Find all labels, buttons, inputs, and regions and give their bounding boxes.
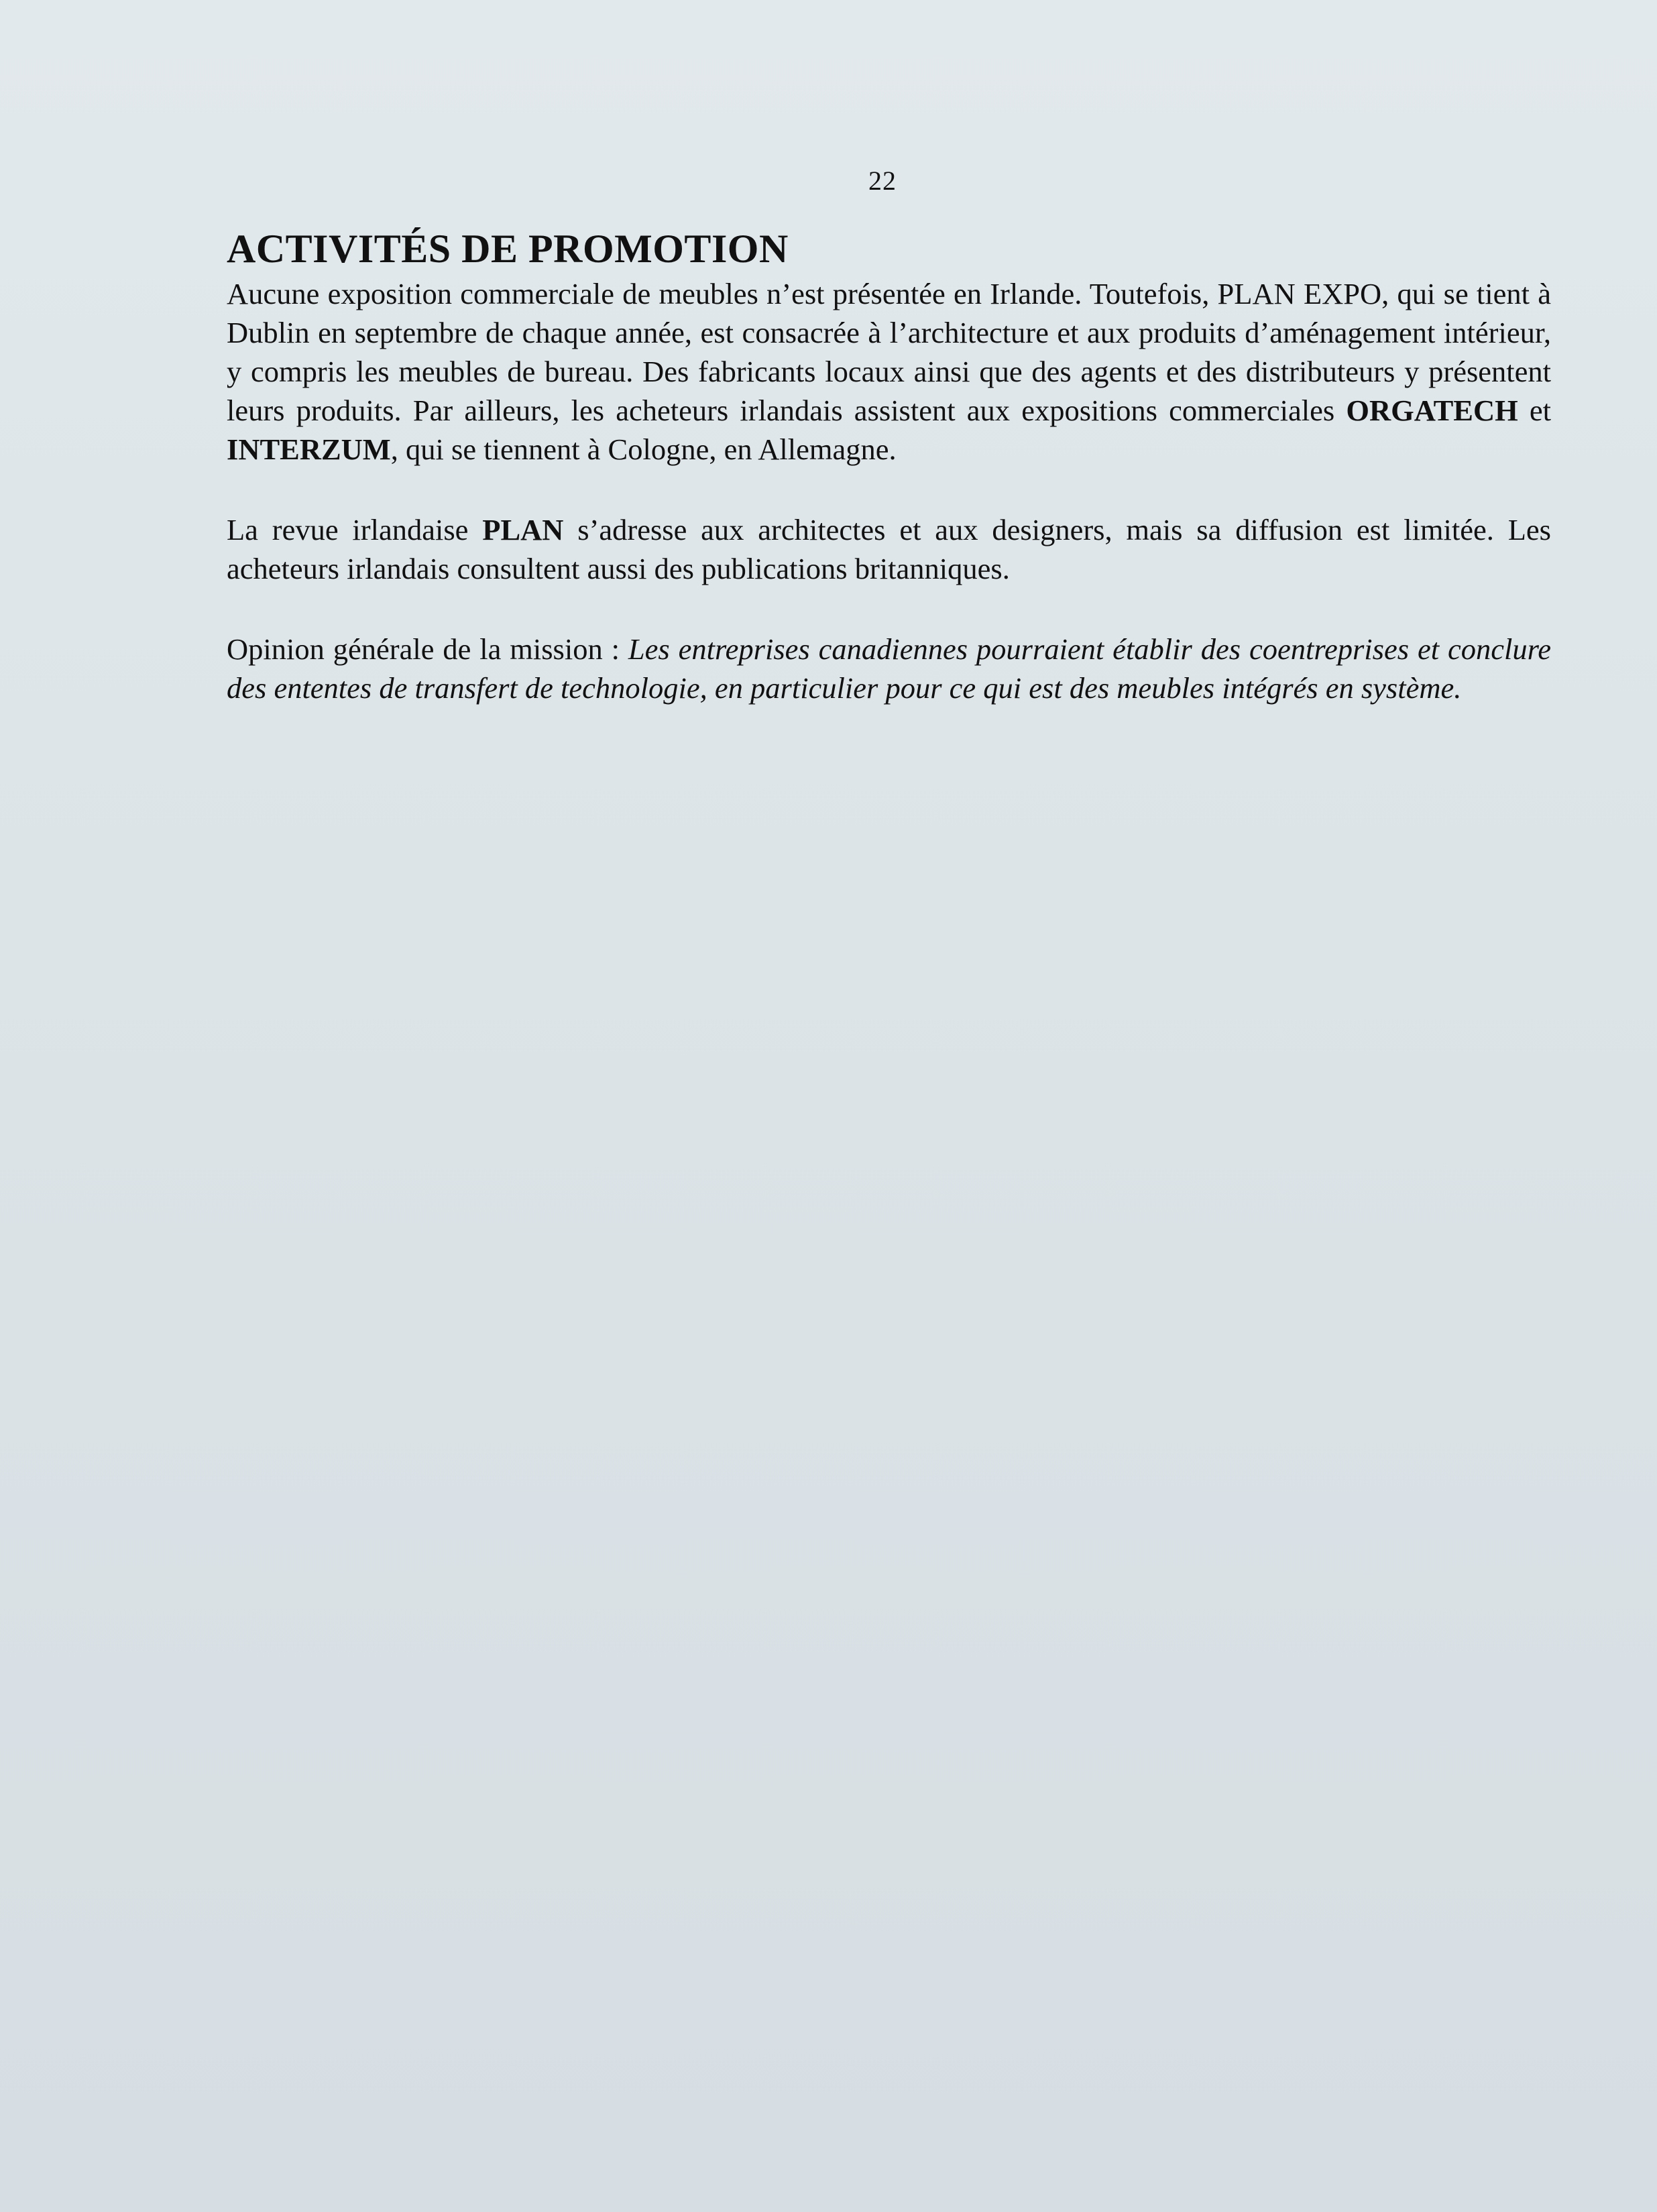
paragraph-text: s’adresse aux architectes et aux designers, mais sa diffusion est limitée. Les acheteurs irlandais consultent aussi des publications britanniques. <box>227 513 1551 585</box>
paragraph-text: , qui se tiennent à Cologne, en Allemagne. <box>390 432 897 466</box>
paragraph-mission-opinion <box>227 630 1551 707</box>
main-content <box>227 225 1551 707</box>
paragraph-text: Aucune exposition commerciale de meubles n’est présentée en Irlande. Toutefois, PLAN EXPO, qui se tient à Dublin en septembre de chaque année, est consacrée à l’architecture et aux produits d’aménagement intérieur, y compris les meubles de bureau. Des fabricants locaux ainsi que des agents et des distributeurs y présentent leurs produits. Par ailleurs, les acheteurs irlandais assistent aux expositions commerciales <box>227 277 1551 427</box>
section-heading: ACTIVITÉS DE PROMOTION <box>227 227 789 271</box>
opinion-lead: Opinion générale de la mission : <box>227 632 628 666</box>
page-number: 22 <box>868 166 897 196</box>
bold-term-interzum: INTERZUM <box>227 432 391 466</box>
paragraph-trade-shows <box>227 274 1551 469</box>
paragraph-publications <box>227 510 1551 588</box>
bold-term-plan: PLAN <box>482 513 564 546</box>
paragraph-text: et <box>1518 394 1551 427</box>
opinion-text: Les entreprises canadiennes pourraient établir des coentreprises et conclure des ententes de transfert de technologie, en particulier pour ce qui est des meubles intégrés en système. <box>227 632 1551 705</box>
paragraph-text: La revue irlandaise <box>227 513 483 546</box>
bold-term-orgatech: ORGATECH <box>1346 394 1518 427</box>
